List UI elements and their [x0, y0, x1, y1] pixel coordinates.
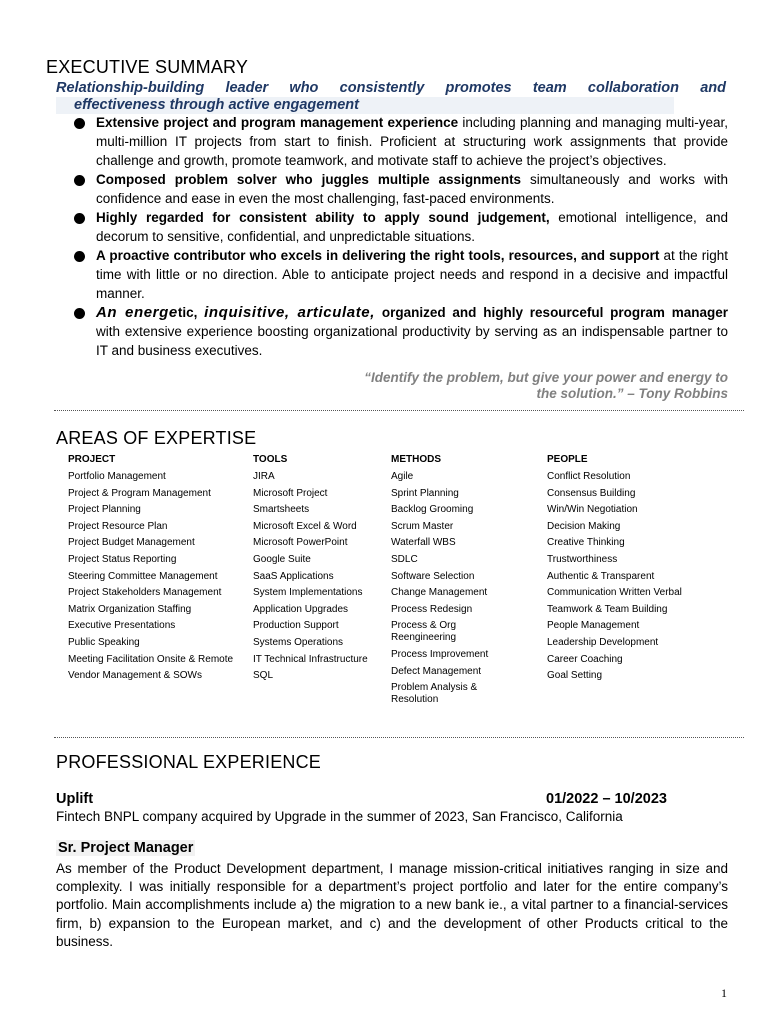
areas-of-expertise-title: AREAS OF EXPERTISE — [56, 428, 257, 448]
expertise-column-header: PEOPLE — [547, 454, 588, 465]
expertise-item: Decision Making — [547, 520, 621, 532]
expertise-column-methods — [391, 454, 501, 711]
bullet-bold-text: Composed problem solver who juggles multiple assignments — [96, 172, 522, 187]
expertise-item: Systems Operations — [253, 636, 344, 648]
expertise-item: Executive Presentations — [68, 620, 176, 632]
professional-experience-title: PROFESSIONAL EXPERIENCE — [56, 752, 322, 772]
expertise-item: SQL — [253, 670, 274, 682]
expertise-item: Process Improvement — [391, 648, 489, 660]
expertise-item: Public Speaking — [68, 636, 140, 648]
expertise-item: Teamwork & Team Building — [547, 603, 668, 615]
expertise-item: Vendor Management & SOWs — [68, 670, 202, 682]
expertise-item: Project Planning — [68, 504, 141, 516]
expertise-item: Matrix Organization Staffing — [68, 603, 192, 615]
expertise-item: Career Coaching — [547, 653, 623, 665]
expertise-column-header: PROJECT — [68, 454, 116, 465]
expertise-item: Software Selection — [391, 570, 475, 582]
expertise-item: Project Stakeholders Management — [68, 587, 222, 599]
expertise-item: Consensus Building — [547, 487, 636, 499]
expertise-item: Communication Written Verbal — [547, 587, 682, 599]
expertise-column-header: TOOLS — [253, 454, 288, 465]
expertise-item: IT Technical Infrastructure — [253, 653, 368, 665]
expertise-item: Google Suite — [253, 553, 311, 565]
summary-tagline — [56, 80, 726, 114]
bullet-text: at the right time with little or no direction. Able to anticipate project needs and respond in a decisive and impactful manner. — [96, 248, 728, 301]
bullet-emphasis-text: An energe — [96, 304, 178, 321]
expertise-item: Portfolio Management — [68, 471, 166, 482]
bullet-dot-icon — [74, 308, 85, 319]
expertise-item: Creative Thinking — [547, 537, 625, 549]
summary-bullet — [70, 170, 728, 208]
expertise-item: Project Status Reporting — [68, 553, 177, 565]
bullet-text: emotional intelligence, and decorum to sensitive, confidential, and unpredictable situations. — [96, 210, 729, 244]
bullet-text: simultaneously and works with confidence and ease in even the most challenging, fast-paced environments. — [96, 172, 728, 206]
bullet-text: with extensive experience boosting organizational productivity by serving as an indispensable partner to IT and business executives. — [96, 324, 728, 358]
expertise-item: Goal Setting — [547, 670, 603, 682]
bullet-bold-text: organized and highly resourceful program manager — [375, 305, 728, 320]
section-divider — [54, 737, 744, 738]
bullet-bold-text: Extensive project and program management experience — [96, 115, 459, 130]
expertise-item: Production Support — [253, 620, 339, 632]
expertise-item: Conflict Resolution — [547, 471, 631, 482]
summary-bullet — [70, 303, 728, 360]
expertise-item: Agile — [391, 471, 414, 482]
expertise-item: Application Upgrades — [253, 603, 349, 615]
expertise-item: People Management — [547, 620, 640, 632]
job-description: As member of the Product Development department, I manage mission-critical initiatives ranging in size and complexity. I was initially responsible for a department’s project portfolio and later for the entire company’s portfolio. Main accomplishments include a) the migration to a new bank ie., a vital partner to a financial-services firm, b) expansion to the European market, and c) and the development of other Products critical to the business. — [56, 861, 728, 949]
executive-summary-title: EXECUTIVE SUMMARY — [46, 57, 249, 77]
employment-dates: 01/2022 – 10/2023 — [546, 791, 667, 807]
expertise-item: Change Management — [391, 587, 488, 599]
expertise-item: Leadership Development — [547, 636, 659, 648]
expertise-column-people — [547, 454, 687, 687]
bullet-text: including planning and managing multi-year, multi-million IT projects from start to finish. Proficient at structuring work assignments that provide challenge and growth, promote teamwork, and motivate staff to achieve the project’s objectives. — [96, 115, 728, 168]
expertise-item: SDLC — [391, 553, 418, 565]
expertise-item: Microsoft PowerPoint — [253, 537, 348, 549]
tagline-line-2: effectiveness through active engagement — [56, 97, 674, 114]
tagline-line-1: Relationship-building leader who consistently promotes team collaboration and — [56, 80, 726, 96]
expertise-item: Project Budget Management — [68, 537, 195, 549]
expertise-item: Project Resource Plan — [68, 520, 168, 532]
expertise-item: Waterfall WBS — [391, 537, 456, 549]
expertise-column-tools — [253, 454, 383, 687]
bullet-emphasis-text: inquisitive, articulate, — [204, 304, 376, 321]
bullet-bold-text: A proactive contributor who excels in delivering the right tools, resources, and support — [96, 248, 660, 263]
company-name: Uplift — [56, 791, 94, 807]
job-title: Sr. Project Manager — [58, 840, 194, 856]
bullet-dot-icon — [74, 251, 85, 262]
expertise-item: Authentic & Transparent — [547, 570, 655, 582]
summary-bullet — [70, 208, 728, 246]
expertise-item: Trustworthiness — [547, 553, 618, 565]
summary-bullet — [70, 113, 728, 170]
quote-line-2: the solution.” – Tony Robbins — [536, 386, 728, 401]
expertise-item: Smartsheets — [253, 504, 310, 516]
expertise-column-header: METHODS — [391, 454, 441, 465]
expertise-item: Defect Management — [391, 665, 482, 677]
summary-bullet — [70, 246, 728, 303]
bullet-dot-icon — [74, 213, 85, 224]
expertise-item: SaaS Applications — [253, 570, 334, 582]
expertise-item: Scrum Master — [391, 520, 454, 532]
expertise-item: Microsoft Excel & Word — [253, 520, 357, 532]
company-description: Fintech BNPL company acquired by Upgrade in the summer of 2023, San Francisco, California — [56, 809, 623, 824]
bullet-bold-text: Highly regarded for consistent ability to apply sound judgement, — [96, 210, 550, 225]
page-number: 1 — [721, 986, 727, 1000]
expertise-item: Sprint Planning — [391, 487, 459, 499]
expertise-item: Steering Committee Management — [68, 570, 218, 582]
expertise-item: Project & Program Management — [68, 487, 211, 499]
bullet-dot-icon — [74, 118, 85, 129]
summary-bullet-list — [70, 113, 728, 360]
expertise-column-project — [68, 454, 248, 687]
expertise-item: Win/Win Negotiation — [547, 504, 638, 516]
expertise-item: Backlog Grooming — [391, 504, 474, 516]
expertise-item: JIRA — [253, 471, 275, 482]
expertise-item: Process & Org Reengineering — [391, 620, 457, 644]
bullet-bold-text: tic, — [177, 305, 205, 320]
expertise-item: Microsoft Project — [253, 487, 328, 499]
bullet-dot-icon — [74, 175, 85, 186]
quote-line-1: “Identify the problem, but give your power and energy to — [364, 370, 728, 385]
tony-robbins-quote — [330, 370, 728, 402]
expertise-item: Meeting Facilitation Onsite & Remote — [68, 653, 234, 665]
expertise-item: Problem Analysis & Resolution — [391, 682, 478, 706]
expertise-item: System Implementations — [253, 587, 363, 599]
expertise-item: Process Redesign — [391, 603, 473, 615]
section-divider — [54, 410, 744, 411]
